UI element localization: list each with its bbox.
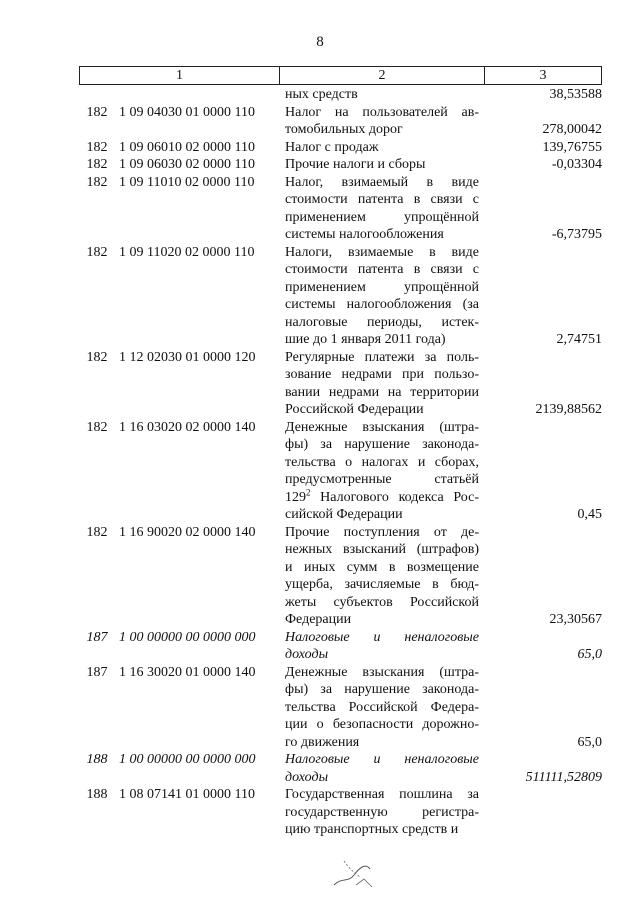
income-name-line: Налоговые и неналоговые: [285, 629, 479, 645]
amount-value: 2,74751: [556, 332, 602, 347]
table-body: [0, 86, 640, 839]
budget-code-cell: 1 00 00000 00 0000 000: [119, 752, 256, 767]
income-name-line: Прочие налоги и сборы: [285, 157, 426, 172]
column-header-1: 1: [80, 67, 280, 84]
amount-cell: [479, 174, 610, 244]
income-name-cell: [285, 349, 479, 419]
income-name-line: Налог, взимаемый в виде: [285, 174, 479, 190]
table-header: [79, 66, 602, 85]
amount-cell: [479, 104, 610, 139]
budget-code-cell: 1 00 00000 00 0000 000: [119, 629, 256, 645]
signature-mark: [330, 855, 380, 893]
income-name-cell: [285, 174, 479, 244]
table-row: [0, 156, 640, 174]
admin-code-cell: [79, 86, 115, 104]
income-name-cell: [285, 786, 479, 839]
table-row: [0, 419, 640, 524]
budget-code-cell: 1 16 90020 02 0000 140: [119, 524, 256, 540]
table-row: [0, 174, 640, 244]
income-name-line: системы налогообложения (за: [285, 297, 479, 312]
superscript: 2: [306, 486, 311, 497]
admin-code-cell: 188: [86, 787, 108, 802]
admin-code-cell: 182: [86, 157, 108, 172]
column-header-2: 2: [280, 67, 485, 84]
income-name-cell: [285, 104, 479, 139]
admin-code-cell: 182: [86, 174, 108, 190]
income-name-line: фы) за нарушение законода-: [285, 437, 479, 452]
amount-cell: [479, 629, 610, 664]
income-name-line: Государственная пошлина за: [285, 787, 479, 802]
income-name-line: Прочие поступления от де-: [285, 524, 479, 540]
income-name-cell: [285, 156, 479, 174]
amount-value: 23,30567: [549, 612, 602, 627]
income-name-cell: [285, 524, 479, 629]
income-name-line: ции о безопасности дорожно-: [285, 717, 479, 732]
table-row: [0, 751, 640, 786]
income-name-line: применением упрощённой: [285, 279, 479, 295]
amount-cell: [479, 419, 610, 524]
amount-cell: [479, 786, 610, 839]
income-name-line: шие до 1 января 2011 года): [285, 332, 446, 347]
income-name-line: томобильных дорог: [285, 122, 403, 137]
budget-code-cell: 1 09 06010 02 0000 110: [119, 139, 255, 155]
income-name-line: и иных сумм в возмещение: [285, 559, 479, 575]
income-name-line: налоговые периоды, истек-: [285, 314, 479, 330]
amount-value: 65,0: [577, 647, 602, 662]
admin-code-cell: 187: [86, 629, 108, 645]
income-name-line: жеты субъектов Российской: [285, 594, 479, 610]
income-name-line: стоимости патента в связи с: [285, 192, 479, 207]
admin-code-cell: 182: [86, 104, 108, 120]
admin-code-cell: 182: [86, 349, 108, 365]
budget-code-cell: 1 08 07141 01 0000 110: [119, 787, 255, 802]
income-name-line: предусмотренные статьёй: [285, 472, 479, 487]
column-header-3: 3: [539, 68, 547, 83]
income-name-line: нежных взысканий (штрафов): [285, 542, 479, 557]
income-name-line: Российской Федерации: [285, 402, 424, 417]
budget-code-cell: [115, 86, 279, 104]
admin-code-cell: 182: [86, 524, 108, 540]
income-name-cell: [285, 629, 479, 664]
table-row: [0, 524, 640, 629]
income-name-line: доходы: [285, 647, 329, 662]
table-row: [0, 86, 640, 104]
amount-value: -0,03304: [551, 157, 602, 172]
income-name-line: зование недрами при пользо-: [285, 367, 479, 382]
income-name-line: цию транспортных средств и: [285, 822, 459, 837]
income-name-line: Налоги, взимаемые в виде: [285, 244, 479, 260]
budget-code-cell: 1 12 02030 01 0000 120: [119, 349, 256, 365]
amount-value: -6,73795: [551, 227, 602, 242]
admin-code-cell: 182: [86, 139, 108, 155]
budget-code-cell: 1 09 11020 02 0000 110: [119, 244, 255, 260]
amount-value: 2139,88562: [535, 402, 602, 417]
budget-code-cell: 1 09 04030 01 0000 110: [119, 104, 255, 120]
table-row: [0, 629, 640, 664]
amount-cell: [479, 244, 610, 349]
amount-value: 65,0: [577, 734, 602, 750]
income-name-line: государственную регистра-: [285, 804, 479, 820]
page-number: 8: [316, 34, 324, 50]
income-name-line: $129^2$ Налогового кодекса Рос-: [285, 486, 479, 505]
income-name-line: ных средств: [285, 87, 358, 102]
income-name-cell: [285, 751, 479, 786]
admin-code-cell: 187: [86, 664, 108, 680]
income-name-line: тельства о налогах и сборах,: [285, 454, 479, 470]
amount-cell: [479, 156, 610, 174]
budget-code-cell: 1 16 30020 01 0000 140: [119, 664, 256, 680]
amount-value: 278,00042: [542, 122, 602, 137]
income-name-cell: [285, 86, 479, 104]
budget-code-cell: 1 16 03020 02 0000 140: [119, 419, 256, 435]
income-name-line: Денежные взыскания (штра-: [285, 419, 479, 435]
income-name-line: Денежные взыскания (штра-: [285, 664, 479, 680]
amount-value: 38,53588: [549, 87, 602, 102]
table-row: [0, 786, 640, 839]
budget-code-cell: 1 09 11010 02 0000 110: [119, 174, 255, 190]
amount-cell: [479, 349, 610, 419]
income-name-cell: [285, 419, 479, 524]
income-name-cell: [285, 664, 479, 752]
table-row: [0, 349, 640, 419]
admin-code-cell: 182: [86, 419, 108, 435]
amount-cell: [479, 86, 610, 104]
amount-cell: [479, 751, 610, 786]
admin-code-cell: 182: [86, 244, 108, 260]
amount-cell: [479, 139, 610, 157]
income-name-line: системы налогообложения: [285, 227, 444, 242]
admin-code-cell: 188: [86, 752, 108, 767]
income-name-line: Федерации: [285, 612, 352, 627]
amount-value: 511111,52809: [525, 769, 602, 785]
income-name-line: Налог с продаж: [285, 139, 379, 155]
income-name-line: Регулярные платежи за поль-: [285, 349, 479, 365]
table-row: [0, 244, 640, 349]
income-name-cell: [285, 139, 479, 157]
income-name-line: доходы: [285, 769, 329, 785]
income-name-line: го движения: [285, 734, 360, 750]
income-name-line: Налоговые и неналоговые: [285, 752, 479, 767]
income-name-line: применением упрощённой: [285, 209, 479, 225]
income-name-line: стоимости патента в связи с: [285, 262, 479, 277]
income-name-line: Налог на пользователей ав-: [285, 104, 479, 120]
budget-code-cell: 1 09 06030 02 0000 110: [119, 157, 255, 172]
amount-value: 0,45: [577, 507, 602, 522]
income-name-line: тельства Российской Федера-: [285, 699, 479, 715]
table-row: [0, 104, 640, 139]
amount-value: 139,76755: [542, 139, 602, 155]
amount-cell: [479, 524, 610, 629]
income-name-line: сийской Федерации: [285, 507, 403, 522]
table-row: [0, 139, 640, 157]
income-name-cell: [285, 244, 479, 349]
income-name-line: вании недрами на территории: [285, 384, 479, 400]
income-name-line: ущерба, зачисляемые в бюд-: [285, 577, 479, 592]
table-row: [0, 664, 640, 752]
income-name-line: фы) за нарушение законода-: [285, 682, 479, 697]
amount-cell: [479, 664, 610, 752]
